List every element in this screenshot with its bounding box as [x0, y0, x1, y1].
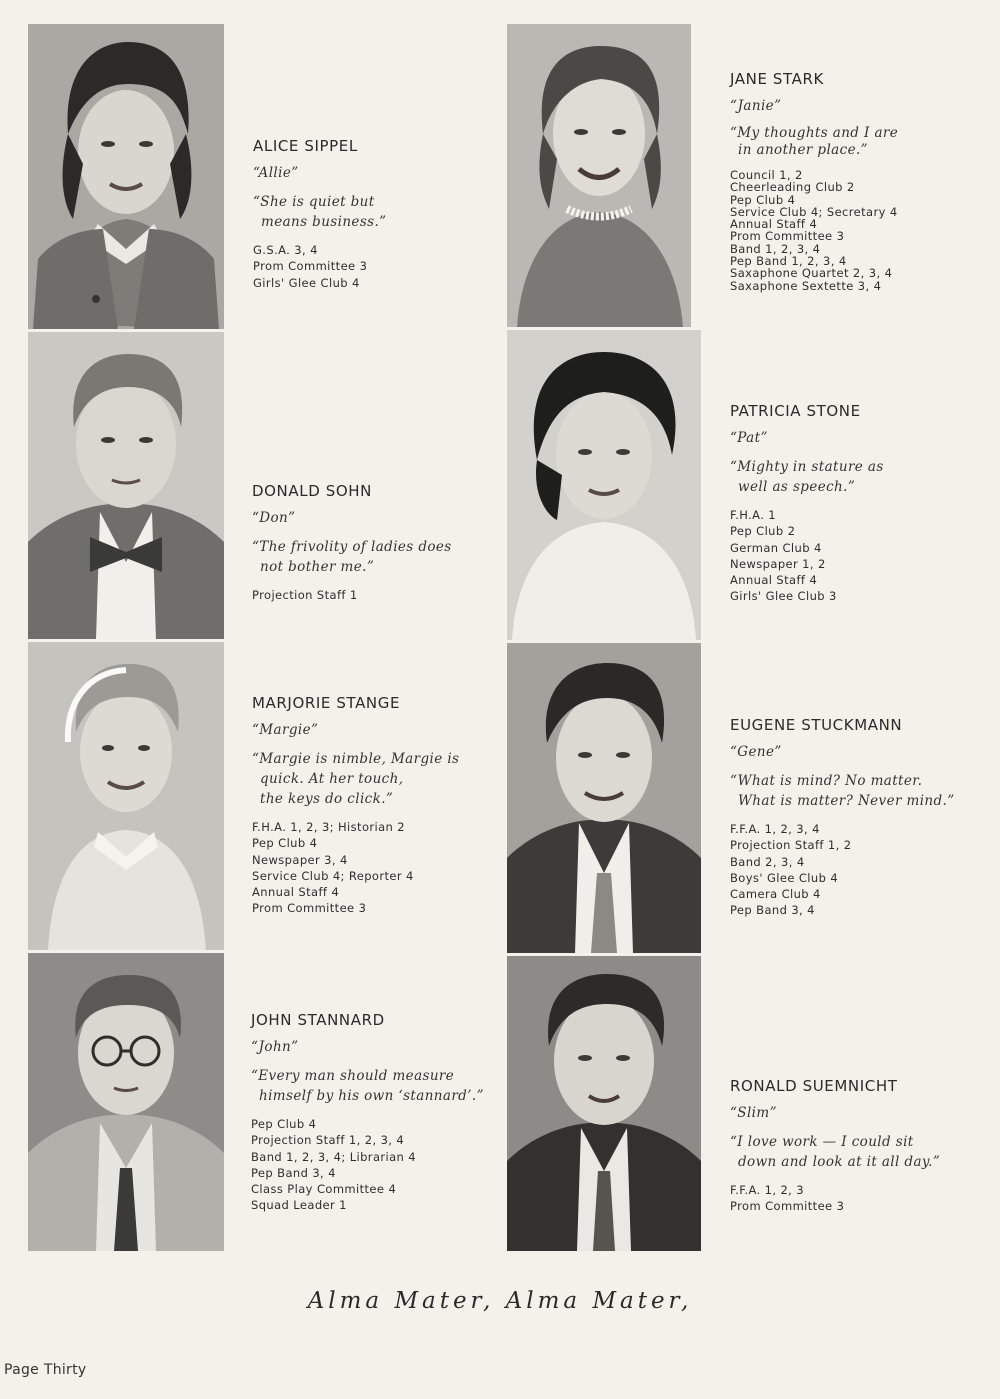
activities-list — [251, 1116, 501, 1214]
senior-nickname: “Don” — [252, 510, 296, 526]
page-number: Page Thirty — [4, 1362, 87, 1378]
activity: Saxaphone Sextette 3, 4 — [730, 278, 882, 293]
senior-nickname: “Allie” — [253, 165, 299, 181]
senior-quote: “She is quiet but means business.” — [253, 194, 387, 230]
senior-quote: “Every man should measure himself by his own ‘stannard’.” — [251, 1068, 484, 1104]
portrait-patricia-stone — [507, 330, 701, 640]
senior-entry — [730, 1077, 980, 1215]
activity: F.H.A. 1 — [730, 508, 777, 522]
senior-entry — [251, 1011, 501, 1214]
senior-entry — [730, 402, 980, 605]
activity: Projection Staff 1, 2 — [730, 838, 852, 853]
activity: Annual Staff 4 — [730, 573, 818, 588]
activity: German Club 4 — [730, 540, 822, 555]
activity: Prom Committee 3 — [252, 901, 367, 916]
activity: Band 1, 2, 3, 4 — [730, 241, 821, 256]
activity: Pep Band 3, 4 — [251, 1165, 336, 1180]
senior-nickname: “Gene” — [730, 744, 782, 760]
senior-nickname: “Slim” — [730, 1105, 777, 1121]
senior-name: EUGENE STUCKMANN — [730, 716, 903, 734]
activity: F.H.A. 1, 2, 3; Historian 2 — [252, 820, 406, 834]
activity: F.F.A. 1, 2, 3, 4 — [730, 822, 820, 836]
activity: Prom Committee 3 — [253, 259, 368, 274]
activities-list — [252, 819, 502, 917]
activity: Service Club 4; Reporter 4 — [252, 868, 414, 883]
activity: Pep Club 4 — [252, 836, 318, 851]
activity: Newspaper 1, 2 — [730, 556, 826, 571]
portrait-john-stannard — [28, 953, 224, 1251]
activity: Projection Staff 1 — [252, 588, 358, 602]
activity: Projection Staff 1, 2, 3, 4 — [251, 1133, 405, 1148]
senior-quote: “I love work — I could sit down and look at it all day.” — [730, 1134, 941, 1170]
portrait-marjorie-stange — [28, 642, 224, 950]
activity: Pep Band 3, 4 — [730, 903, 815, 918]
senior-nickname: “John” — [251, 1039, 299, 1055]
senior-quote: “Mighty in stature as well as speech.” — [730, 459, 884, 495]
senior-name: RONALD SUEMNICHT — [730, 1077, 898, 1095]
activity: Saxaphone Quartet 2, 3, 4 — [730, 266, 893, 281]
senior-entry — [252, 694, 502, 917]
portrait-donald-sohn — [28, 332, 224, 639]
portrait-eugene-stuckmann — [507, 643, 701, 953]
activity: Annual Staff 4 — [730, 217, 818, 232]
activity: Girls' Glee Club 4 — [253, 275, 360, 290]
senior-quote: “The frivolity of ladies does not bother me.” — [252, 539, 452, 575]
senior-quote: “What is mind? No matter. What is matter? Never mind.” — [730, 773, 955, 809]
senior-entry — [253, 137, 503, 291]
senior-entry — [730, 716, 980, 919]
activity: Prom Committee 3 — [730, 229, 845, 244]
portrait-ronald-suemnicht — [507, 956, 701, 1251]
activity: Band 2, 3, 4 — [730, 854, 805, 869]
activity: Camera Club 4 — [730, 887, 821, 902]
senior-entry — [730, 70, 980, 292]
activities-list — [730, 507, 980, 605]
activity: Newspaper 3, 4 — [252, 852, 348, 867]
activity: Pep Club 4 — [730, 192, 796, 207]
alma-mater-motto: Alma Mater, Alma Mater, — [307, 1288, 693, 1314]
senior-quote: “Margie is nimble, Margie is quick. At her touch, the keys do click.” — [252, 751, 460, 807]
activity: G.S.A. 3, 4 — [253, 243, 318, 257]
senior-name: MARJORIE STANGE — [252, 694, 401, 712]
senior-entry — [252, 482, 502, 603]
activity: Annual Staff 4 — [252, 885, 340, 900]
activity: Cheerleading Club 2 — [730, 180, 855, 195]
activity: Boys' Glee Club 4 — [730, 870, 839, 885]
portrait-jane-stark — [507, 24, 691, 327]
activity: Prom Committee 3 — [730, 1199, 845, 1214]
activities-list — [253, 242, 503, 291]
senior-nickname: “Janie” — [730, 98, 782, 114]
activity: Service Club 4; Secretary 4 — [730, 204, 898, 219]
activities-list — [730, 821, 980, 919]
senior-name: ALICE SIPPEL — [253, 137, 358, 155]
senior-name: PATRICIA STONE — [730, 402, 861, 420]
activity: Council 1, 2 — [730, 168, 803, 182]
senior-name: JANE STARK — [730, 70, 824, 88]
activities-list — [252, 587, 502, 603]
activities-list — [730, 169, 980, 292]
senior-nickname: “Margie” — [252, 722, 319, 738]
senior-nickname: “Pat” — [730, 430, 768, 446]
senior-quote: “My thoughts and I are in another place.” — [730, 125, 899, 158]
activity: Class Play Committee 4 — [251, 1182, 397, 1197]
activity: Pep Club 2 — [730, 524, 796, 539]
activity: Pep Band 1, 2, 3, 4 — [730, 254, 847, 269]
senior-name: DONALD SOHN — [252, 482, 372, 500]
activity: Pep Club 4 — [251, 1117, 317, 1131]
activity: Squad Leader 1 — [251, 1198, 347, 1213]
activities-list — [730, 1182, 980, 1215]
senior-name: JOHN STANNARD — [251, 1011, 385, 1029]
activity: F.F.A. 1, 2, 3 — [730, 1183, 804, 1197]
activity: Band 1, 2, 3, 4; Librarian 4 — [251, 1149, 417, 1164]
portrait-alice-sippel — [28, 24, 224, 329]
activity: Girls' Glee Club 3 — [730, 589, 837, 604]
